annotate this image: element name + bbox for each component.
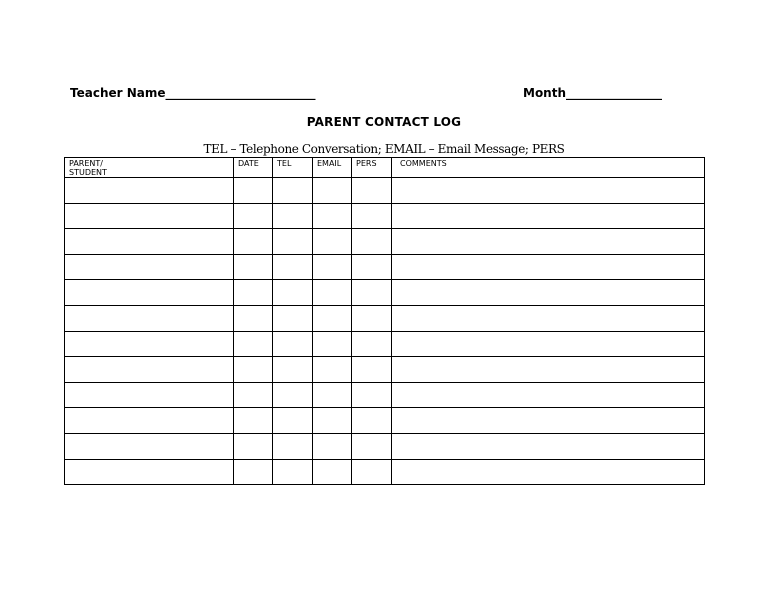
cell-email <box>313 433 352 459</box>
table-row <box>65 203 705 229</box>
cell-date <box>234 433 273 459</box>
cell-date <box>234 203 273 229</box>
cell-email <box>313 203 352 229</box>
table-row <box>65 280 705 306</box>
table-row <box>65 433 705 459</box>
legend-text: TEL – Telephone Conversation; EMAIL – Email Message; PERS <box>203 142 565 156</box>
cell-pers <box>352 433 392 459</box>
teacher-name-blank: _________________________ <box>165 86 316 100</box>
cell-date <box>234 178 273 204</box>
month-label: Month <box>523 86 567 100</box>
cell-comments <box>392 459 705 485</box>
cell-pers <box>352 229 392 255</box>
cell-parent-student <box>65 254 234 280</box>
cell-comments <box>392 178 705 204</box>
cell-tel <box>273 382 313 408</box>
table-row <box>65 254 705 280</box>
table-row <box>65 331 705 357</box>
col-header-comments: COMMENTS <box>392 158 705 178</box>
cell-comments <box>392 433 705 459</box>
cell-email <box>313 229 352 255</box>
cell-tel <box>273 408 313 434</box>
col-header-tel: TEL <box>273 158 313 178</box>
cell-pers <box>352 280 392 306</box>
cell-comments <box>392 229 705 255</box>
cell-parent-student <box>65 331 234 357</box>
cell-email <box>313 382 352 408</box>
cell-email <box>313 331 352 357</box>
cell-pers <box>352 203 392 229</box>
cell-tel <box>273 280 313 306</box>
cell-comments <box>392 254 705 280</box>
cell-parent-student <box>65 382 234 408</box>
month-field <box>523 86 662 100</box>
col-header-date: DATE <box>234 158 273 178</box>
cell-pers <box>352 382 392 408</box>
cell-tel <box>273 305 313 331</box>
cell-email <box>313 408 352 434</box>
cell-comments <box>392 331 705 357</box>
cell-pers <box>352 331 392 357</box>
cell-parent-student <box>65 459 234 485</box>
cell-parent-student <box>65 357 234 383</box>
cell-pers <box>352 178 392 204</box>
cell-date <box>234 305 273 331</box>
cell-date <box>234 382 273 408</box>
teacher-name-field <box>70 86 316 100</box>
table-header-row <box>65 158 705 178</box>
table-row <box>65 408 705 434</box>
cell-pers <box>352 357 392 383</box>
cell-email <box>313 178 352 204</box>
cell-date <box>234 357 273 383</box>
cell-comments <box>392 357 705 383</box>
cell-email <box>313 357 352 383</box>
table-row <box>65 382 705 408</box>
cell-pers <box>352 408 392 434</box>
cell-parent-student <box>65 433 234 459</box>
col-header-pers: PERS <box>352 158 392 178</box>
cell-email <box>313 280 352 306</box>
table-row <box>65 229 705 255</box>
cell-tel <box>273 357 313 383</box>
table-body <box>65 178 705 485</box>
cell-email <box>313 254 352 280</box>
month-blank: ________________ <box>566 86 663 100</box>
cell-parent-student <box>65 408 234 434</box>
cell-comments <box>392 305 705 331</box>
cell-comments <box>392 280 705 306</box>
cell-date <box>234 280 273 306</box>
cell-comments <box>392 203 705 229</box>
col-header-parent-student: PARENT/ STUDENT <box>65 158 234 178</box>
cell-parent-student <box>65 203 234 229</box>
cell-date <box>234 229 273 255</box>
contact-log-table <box>64 157 705 485</box>
cell-tel <box>273 254 313 280</box>
cell-date <box>234 254 273 280</box>
cell-comments <box>392 382 705 408</box>
page-title: PARENT CONTACT LOG <box>306 115 462 129</box>
cell-pers <box>352 254 392 280</box>
cell-parent-student <box>65 229 234 255</box>
cell-date <box>234 331 273 357</box>
cell-tel <box>273 229 313 255</box>
cell-date <box>234 459 273 485</box>
cell-parent-student <box>65 280 234 306</box>
cell-comments <box>392 408 705 434</box>
teacher-name-label: Teacher Name <box>70 86 166 100</box>
cell-tel <box>273 331 313 357</box>
cell-parent-student <box>65 178 234 204</box>
table-row <box>65 357 705 383</box>
col-header-email: EMAIL <box>313 158 352 178</box>
cell-email <box>313 459 352 485</box>
table-row <box>65 178 705 204</box>
cell-date <box>234 408 273 434</box>
cell-pers <box>352 305 392 331</box>
cell-tel <box>273 433 313 459</box>
table-row <box>65 305 705 331</box>
cell-email <box>313 305 352 331</box>
cell-tel <box>273 203 313 229</box>
cell-pers <box>352 459 392 485</box>
table-row <box>65 459 705 485</box>
cell-tel <box>273 178 313 204</box>
cell-parent-student <box>65 305 234 331</box>
cell-tel <box>273 459 313 485</box>
